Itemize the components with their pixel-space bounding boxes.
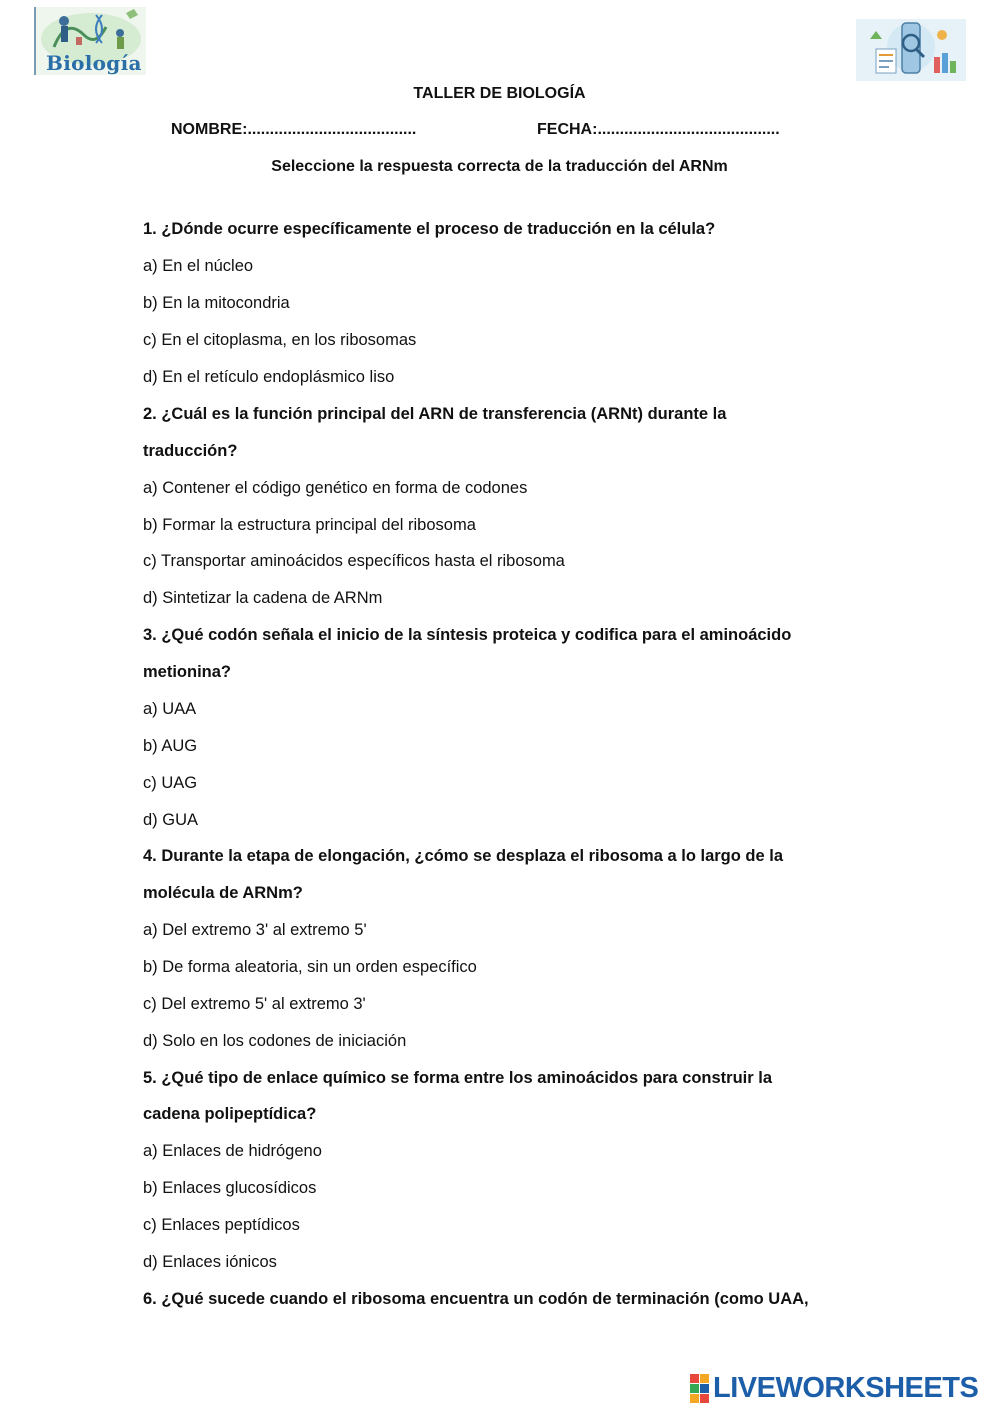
q3-option-c[interactable]: c) UAG: [143, 774, 198, 792]
q5-option-b[interactable]: b) Enlaces glucosídicos: [143, 1179, 317, 1197]
page-title: TALLER DE BIOLOGÍA: [413, 85, 586, 102]
q4-option-d[interactable]: d) Solo en los codones de iniciación: [143, 1032, 407, 1050]
q1-option-a[interactable]: a) En el núcleo: [143, 257, 254, 275]
q1-option-c[interactable]: c) En el citoplasma, en los ribosomas: [143, 331, 417, 349]
q5-option-c[interactable]: c) Enlaces peptídicos: [143, 1216, 300, 1234]
q4-option-a[interactable]: a) Del extremo 3' al extremo 5': [143, 921, 367, 939]
q3-option-b[interactable]: b) AUG: [143, 737, 198, 755]
lab-science-icon: [856, 19, 966, 81]
q1-option-b[interactable]: b) En la mitocondria: [143, 294, 290, 312]
q3-option-d[interactable]: d) GUA: [143, 811, 199, 829]
question-4-continued: molécula de ARNm?: [143, 884, 303, 902]
liveworksheets-brand-text: LIVEWORKSHEETS: [713, 1371, 979, 1404]
name-field[interactable]: NOMBRE:......................................: [171, 121, 417, 138]
question-3-continued: metionina?: [143, 663, 232, 681]
q5-option-a[interactable]: a) Enlaces de hidrógeno: [143, 1142, 322, 1160]
question-2: 2. ¿Cuál es la función principal del ARN de transferencia (ARNt) durante la: [143, 405, 727, 423]
biology-logo-icon: [34, 7, 146, 75]
lab-illustration: [856, 19, 966, 81]
question-6: 6. ¿Qué sucede cuando el ribosoma encuentra un codón de terminación (como UAA,: [143, 1290, 809, 1308]
q2-option-a[interactable]: a) Contener el código genético en forma de codones: [143, 479, 528, 497]
q2-option-b[interactable]: b) Formar la estructura principal del ribosoma: [143, 516, 476, 534]
question-1: 1. ¿Dónde ocurre específicamente el proceso de traducción en la célula?: [143, 220, 716, 238]
q4-option-c[interactable]: c) Del extremo 5' al extremo 3': [143, 995, 366, 1013]
liveworksheets-logo[interactable]: [690, 1373, 978, 1403]
question-5-continued: cadena polipeptídica?: [143, 1105, 317, 1123]
q3-option-a[interactable]: a) UAA: [143, 700, 197, 718]
question-5: 5. ¿Qué tipo de enlace químico se forma entre los aminoácidos para construir la: [143, 1069, 773, 1087]
date-field[interactable]: FECHA:.........................................: [537, 121, 780, 138]
question-4: 4. Durante la etapa de elongación, ¿cómo se desplaza el ribosoma a lo largo de la: [143, 847, 784, 865]
q1-option-d[interactable]: d) En el retículo endoplásmico liso: [143, 368, 395, 386]
question-2-continued: traducción?: [143, 442, 238, 460]
q4-option-b[interactable]: b) De forma aleatoria, sin un orden específico: [143, 958, 477, 976]
question-3: 3. ¿Qué codón señala el inicio de la síntesis proteica y codifica para el aminoácido: [143, 626, 792, 644]
q5-option-d[interactable]: d) Enlaces iónicos: [143, 1253, 277, 1271]
q2-option-d[interactable]: d) Sintetizar la cadena de ARNm: [143, 589, 383, 607]
biology-logo-text: Biología: [46, 51, 142, 75]
q2-option-c[interactable]: c) Transportar aminoácidos específicos hasta el ribosoma: [143, 552, 565, 570]
liveworksheets-logo-icon: [690, 1374, 709, 1403]
instruction-text: Seleccione la respuesta correcta de la traducción del ARNm: [271, 158, 728, 175]
